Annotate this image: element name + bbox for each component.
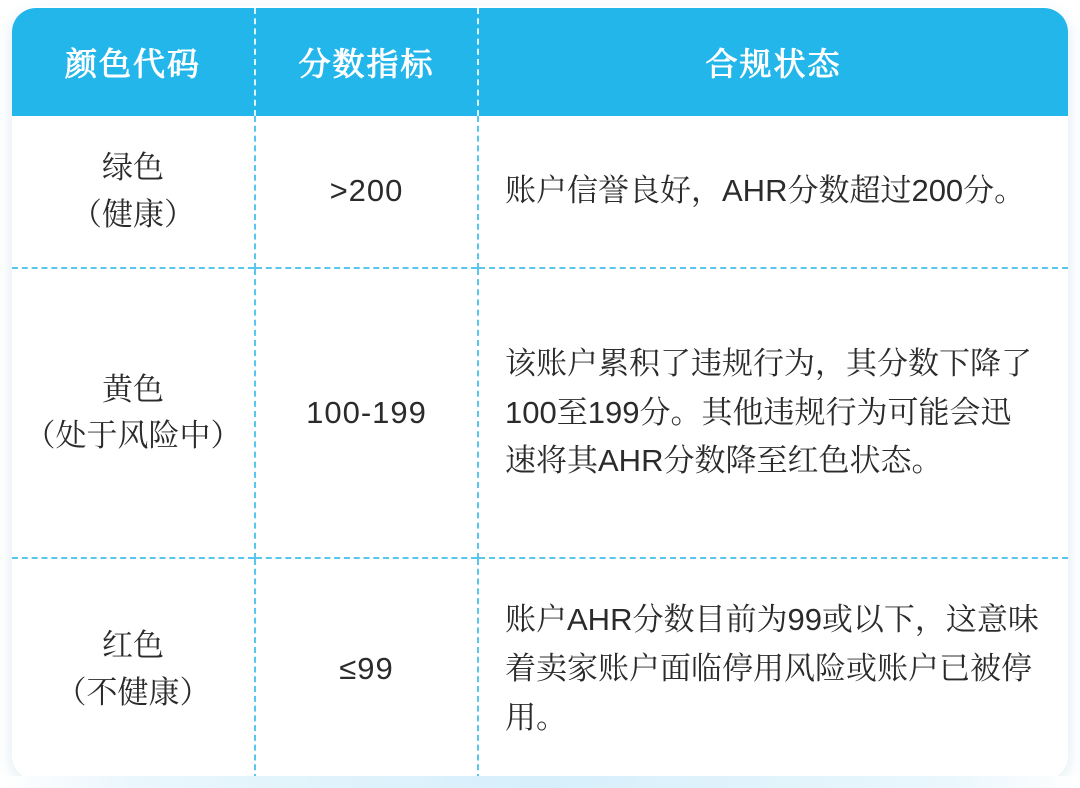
cell-color-code — [12, 558, 255, 780]
table-row — [12, 268, 1068, 558]
table-header-row — [12, 8, 1068, 116]
color-sub-red: （不健康） — [55, 674, 211, 710]
table-body — [12, 116, 1068, 780]
column-header-color-code: 颜色代码 — [12, 8, 255, 116]
column-header-compliance-status: 合规状态 — [478, 8, 1068, 116]
color-name-green: 绿色 — [102, 150, 164, 185]
cell-score-metric: >200 — [255, 116, 478, 268]
cell-color-code — [12, 268, 255, 558]
cell-compliance-status: 该账户累积了违规行为，其分数下降了100至199分。其他违规行为可能会迅速将其AHR分数降至红色状态。 — [478, 268, 1068, 558]
ahr-status-table-container — [12, 8, 1068, 780]
cell-compliance-status: 账户AHR分数目前为99或以下，这意味着卖家账户面临停用风险或账户已被停用。 — [478, 558, 1068, 780]
cell-score-metric: ≤99 — [255, 558, 478, 780]
bottom-decorative-strip — [0, 776, 1080, 788]
color-sub-yellow: （处于风险中） — [24, 418, 242, 453]
color-sub-green: （健康） — [71, 196, 195, 232]
ahr-status-table — [12, 8, 1068, 780]
cell-color-code — [12, 116, 255, 268]
color-name-yellow: 黄色 — [102, 371, 164, 407]
table-row — [12, 116, 1068, 268]
color-name-red: 红色 — [102, 628, 164, 663]
column-header-score-metric: 分数指标 — [255, 8, 478, 116]
table-row — [12, 558, 1068, 780]
cell-compliance-status: 账户信誉良好，AHR分数超过200分。 — [478, 116, 1068, 268]
table-header — [12, 8, 1068, 116]
cell-score-metric: 100-199 — [255, 268, 478, 558]
